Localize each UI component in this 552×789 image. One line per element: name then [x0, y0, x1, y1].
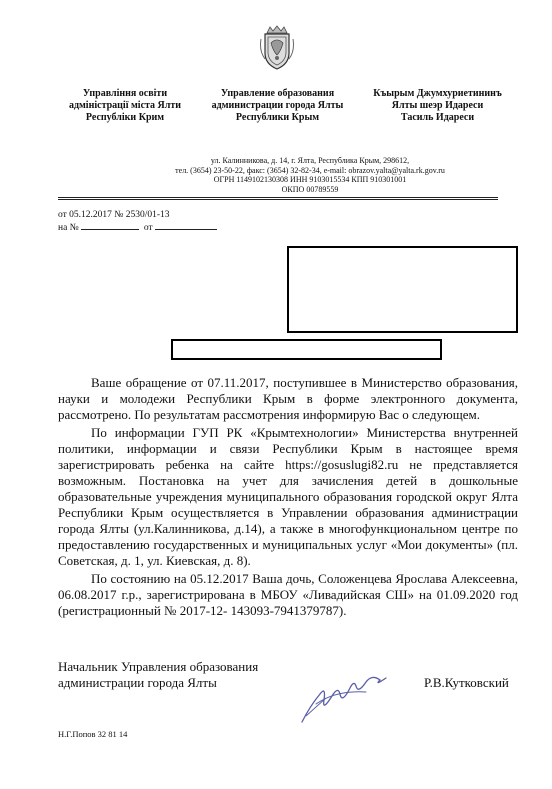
paragraph-request-received: Ваше обращение от 07.11.2017, поступившее в Министерство образования, науки и молодежи Республики Крым в форме электронного документа, рассмотрено. По результатам рассмотрения информирую Вас о следующем.: [58, 375, 518, 422]
signatory-position: [58, 659, 318, 691]
requisites-contacts: тел. (3654) 23-50-22, факс: (3654) 32-82-34, e-mail: obrazov.yalta@yalta.rk.gov.ru: [175, 165, 445, 175]
paragraph-registration-info: По информации ГУП РК «Крымтехнологии» Министерства внутренней политики, информации и связи Республики Крым в настоящее время зарегистрировать ребенка на сайте https://gosuslugi82.ru не представляется возможным. Постановка на учет для зачисления детей в дошкольные образовательные учреждения муниципального образования городской округ Ялта Республики Крым осуществляется в Управлении образования администрации города Ялты (ул.Калинникова, д.14), а также в многофункциональном центре по предоставлению государственных и муниципальных услуг «Мои документы» (пл. Советская, д. 1, ул. Киевская, д. 8).: [58, 425, 518, 568]
handwritten-signature: [296, 664, 396, 728]
header-right-line: Ялты шеэр Идареси: [391, 100, 484, 111]
coat-of-arms-emblem: [259, 25, 295, 71]
reference-number-label: на №: [58, 223, 79, 233]
header-divider: [58, 199, 498, 200]
redacted-addressee-block: [287, 246, 518, 333]
requisites-registration: ОГРН 1149102130308 ИНН 9103015534 КПП 910301001: [213, 175, 407, 184]
redacted-addressee-line: [171, 339, 442, 360]
signatory-position-line: Начальник Управления образования: [58, 659, 259, 674]
header-crimean-tatar: [365, 88, 510, 124]
reference-number-blank: [81, 229, 139, 230]
executor-contact: Н.Г.Попов 32 81 14: [58, 729, 128, 739]
paragraph-registration-status: По состоянию на 05.12.2017 Ваша дочь, Соложенцева Ярослава Алексеевна, 06.08.2017 г.р., зарегистрирована в МБОУ «Ливадийская СШ» на 01.09.2020 год (регистрационный № 2017-12- 143093-7941379787).: [58, 571, 518, 618]
requisites-address: ул. Калинникова, д. 14, г. Ялта, Республика Крым, 298612,: [210, 156, 410, 165]
incoming-reference: [58, 222, 217, 234]
signatory-position-line: администрации города Ялты: [58, 675, 217, 690]
header-left-line: адміністрації міста Ялти: [68, 100, 182, 111]
header-right-line: Тасиль Идареси: [400, 112, 475, 123]
signatory-name: Р.В.Кутковский: [424, 675, 509, 690]
header-left-line: Республіки Крим: [85, 112, 165, 123]
requisites-okpo: ОКПО 00789559: [281, 184, 339, 194]
outgoing-reference: от 05.12.2017 № 2530/01-13: [58, 210, 170, 220]
header-right-line: Къырым Джумхуриетининъ: [373, 88, 502, 99]
header-center-line: Республики Крым: [235, 112, 320, 123]
header-center-line: Управление образования: [220, 88, 335, 99]
organization-requisites: [160, 156, 460, 194]
header-ukrainian: [55, 88, 195, 124]
header-left-line: Управління освіти: [82, 88, 168, 99]
reference-date-blank: [155, 229, 217, 230]
reference-date-label: от: [143, 223, 153, 233]
header-divider: [58, 197, 498, 198]
header-russian: [205, 88, 350, 124]
header-center-line: администрации города Ялты: [211, 100, 344, 111]
letter-body: [58, 375, 518, 619]
